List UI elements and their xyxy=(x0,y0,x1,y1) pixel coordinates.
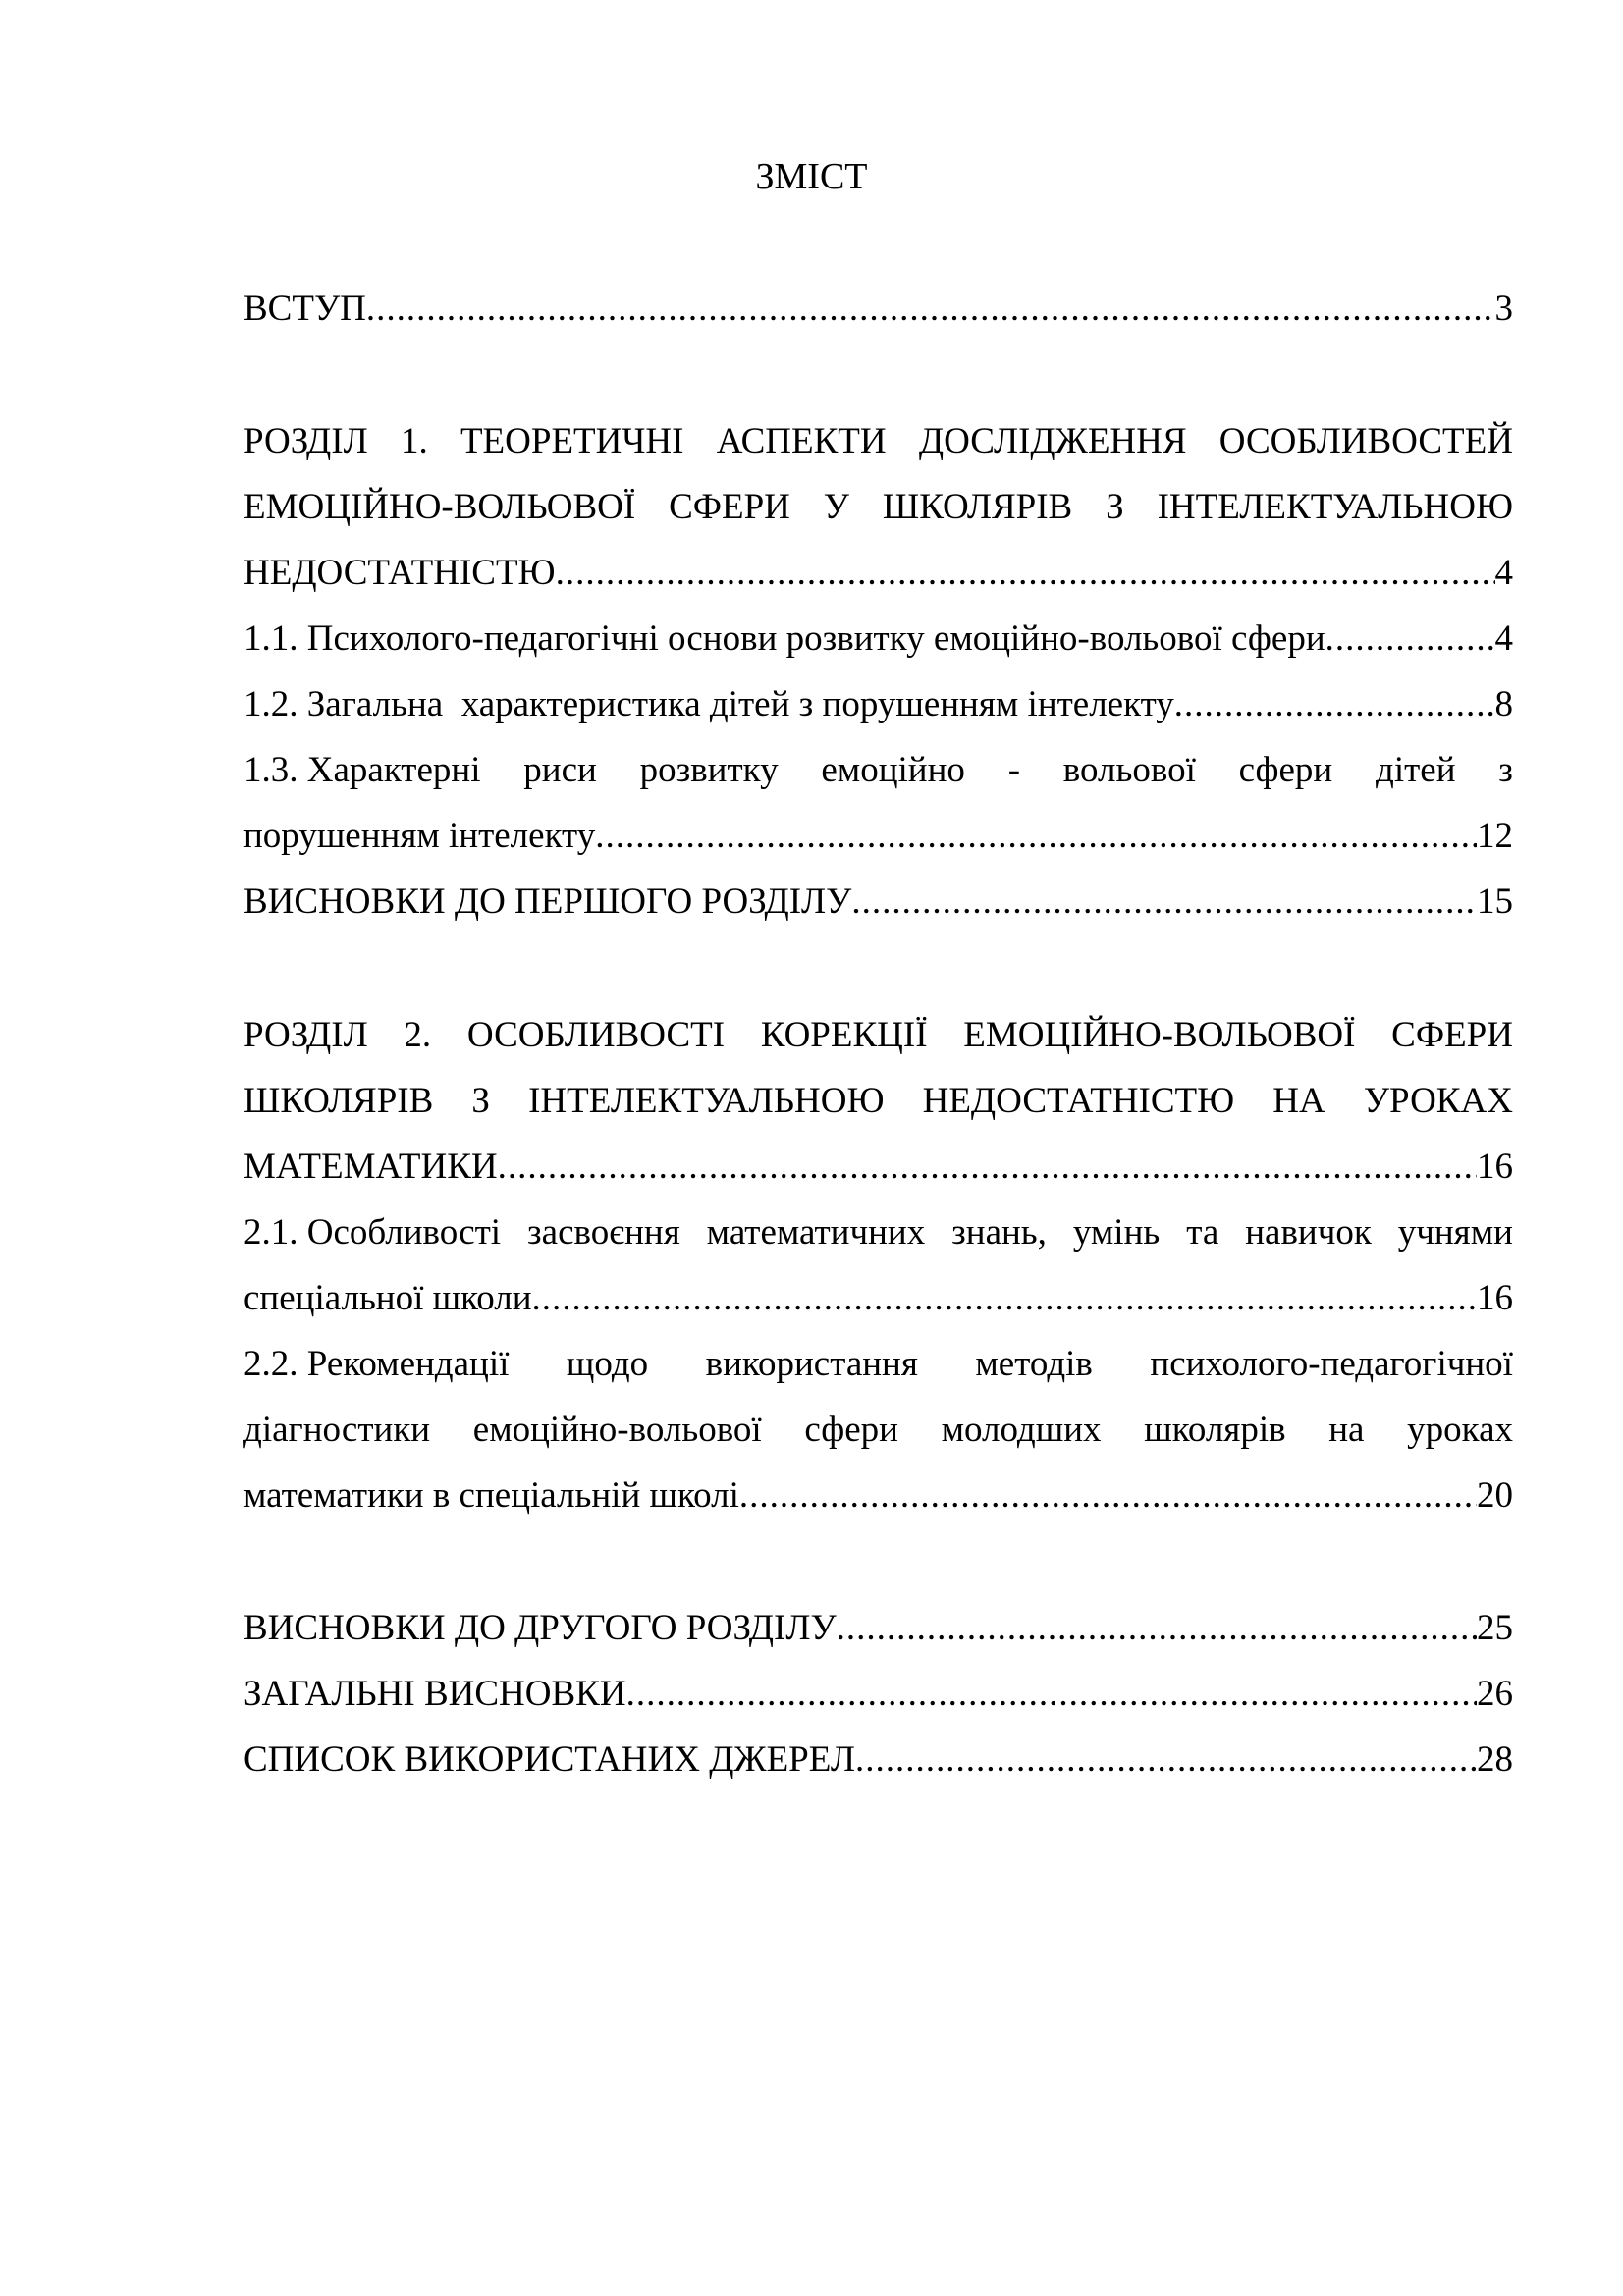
toc-entry-chapter-2-line-1[interactable] xyxy=(243,1011,1513,1060)
toc-entry-section-2-2-line-1[interactable] xyxy=(243,1340,1513,1389)
dot-leader xyxy=(1174,680,1495,729)
word: ЕМОЦІЙНО-ВОЛЬОВОЇ xyxy=(243,487,636,527)
word: ТЕОРЕТИЧНІ xyxy=(460,421,684,461)
page-title: ЗМІСТ xyxy=(755,156,868,197)
toc-entry-chapter-1-line-3[interactable] xyxy=(243,549,1513,598)
toc-page-number: 8 xyxy=(1494,684,1513,724)
word: 2.2. Рекомендації xyxy=(243,1344,510,1384)
toc-entry-text: НЕДОСТАТНІСТЮ xyxy=(243,553,556,593)
word: АСПЕКТИ xyxy=(716,421,887,461)
toc-entry-conclusions-chapter-1[interactable] xyxy=(243,878,1513,927)
toc-entry-text: ВИСНОВКИ ДО ПЕРШОГО РОЗДІЛУ xyxy=(243,881,852,922)
toc-entry-text: ВИСНОВКИ ДО ДРУГОГО РОЗДІЛУ xyxy=(243,1608,837,1648)
word: вольової xyxy=(1062,750,1196,790)
word: ШКОЛЯРІВ xyxy=(243,1081,434,1121)
word: риси xyxy=(523,750,597,790)
toc-entry-section-2-1-line-2[interactable] xyxy=(243,1274,1513,1323)
dot-leader xyxy=(498,1143,1477,1192)
toc-entry-general-conclusions[interactable] xyxy=(243,1670,1513,1719)
toc-page-number: 26 xyxy=(1477,1674,1513,1714)
word: 1.3. Характерні xyxy=(243,750,481,790)
toc-entry-intro[interactable] xyxy=(243,285,1513,334)
dot-leader xyxy=(366,285,1495,334)
dot-leader xyxy=(532,1274,1477,1323)
toc-entry-section-2-1-line-1[interactable] xyxy=(243,1208,1513,1257)
word: НЕДОСТАТНІСТЮ xyxy=(922,1081,1235,1121)
word: розвитку xyxy=(639,750,779,790)
word: 2.1. Особливості xyxy=(243,1212,502,1253)
word: умінь xyxy=(1072,1212,1161,1253)
toc-entry-text: СПИСОК ВИКОРИСТАНИХ ДЖЕРЕЛ xyxy=(243,1739,855,1780)
toc-entry-text: 1.1. Психолого-педагогічні основи розвитку емоційно-вольової сфери xyxy=(243,618,1325,659)
toc-entry-text: порушенням інтелекту xyxy=(243,816,596,856)
word: ДОСЛІДЖЕННЯ xyxy=(918,421,1187,461)
toc-page-number: 25 xyxy=(1477,1608,1513,1648)
dot-leader xyxy=(595,812,1477,861)
dot-leader xyxy=(556,549,1495,598)
toc-entry-chapter-1-line-1[interactable] xyxy=(243,417,1513,466)
word: СФЕРИ xyxy=(669,487,790,527)
word: уроках xyxy=(1407,1410,1513,1450)
toc-page-number: 4 xyxy=(1494,618,1513,659)
word: та xyxy=(1186,1212,1219,1253)
word: РОЗДІЛ xyxy=(243,421,368,461)
word: учнями xyxy=(1397,1212,1513,1253)
word: 1. xyxy=(400,421,428,461)
word: молодших xyxy=(941,1410,1102,1450)
word: ІНТЕЛЕКТУАЛЬНОЮ xyxy=(1157,487,1513,527)
toc-entry-text: ВСТУП xyxy=(243,289,366,329)
word: КОРЕКЦІЇ xyxy=(760,1015,928,1055)
word: ОСОБЛИВОСТІ xyxy=(466,1015,726,1055)
word: школярів xyxy=(1144,1410,1286,1450)
toc-entry-section-2-2-line-3[interactable] xyxy=(243,1471,1513,1521)
word: РОЗДІЛ xyxy=(243,1015,368,1055)
toc-entry-conclusions-chapter-2[interactable] xyxy=(243,1604,1513,1653)
toc-entry-chapter-2-line-2[interactable] xyxy=(243,1077,1513,1126)
word: 2. xyxy=(404,1015,432,1055)
toc-entry-section-1-3-line-2[interactable] xyxy=(243,812,1513,861)
toc-page-number: 4 xyxy=(1494,553,1513,593)
word: У xyxy=(823,487,849,527)
toc-entry-text: ЗАГАЛЬНІ ВИСНОВКИ xyxy=(243,1674,626,1714)
dot-leader xyxy=(626,1670,1477,1719)
dot-leader xyxy=(739,1471,1477,1521)
word: дітей xyxy=(1376,750,1456,790)
word: ЕМОЦІЙНО-ВОЛЬОВОЇ xyxy=(963,1015,1356,1055)
toc-entry-chapter-2-line-3[interactable] xyxy=(243,1143,1513,1192)
word: - xyxy=(1007,750,1021,790)
word: УРОКАХ xyxy=(1363,1081,1513,1121)
toc-entry-text: МАТЕМАТИКИ xyxy=(243,1147,498,1187)
word: на xyxy=(1328,1410,1365,1450)
word: ОСОБЛИВОСТЕЙ xyxy=(1218,421,1513,461)
word: щодо xyxy=(566,1344,649,1384)
toc-entry-text: математики в спеціальній школі xyxy=(243,1475,739,1516)
word: СФЕРИ xyxy=(1391,1015,1513,1055)
word: засвоєння xyxy=(527,1212,680,1253)
word: сфери xyxy=(804,1410,898,1450)
word: використання xyxy=(705,1344,918,1384)
toc-entry-section-1-2[interactable] xyxy=(243,680,1513,729)
toc-page-number: 20 xyxy=(1477,1475,1513,1516)
dot-leader xyxy=(1325,614,1495,664)
word: ІНТЕЛЕКТУАЛЬНОЮ xyxy=(528,1081,885,1121)
toc-page-number: 12 xyxy=(1477,816,1513,856)
toc-entry-section-2-2-line-2[interactable] xyxy=(243,1406,1513,1455)
toc-entry-section-1-3-line-1[interactable] xyxy=(243,746,1513,795)
word: діагностики xyxy=(243,1410,431,1450)
word: з xyxy=(1498,750,1513,790)
word: математичних xyxy=(706,1212,926,1253)
word: знань, xyxy=(951,1212,1047,1253)
dot-leader xyxy=(851,878,1477,927)
toc-page-number: 16 xyxy=(1477,1147,1513,1187)
toc-page-number: 16 xyxy=(1477,1278,1513,1318)
toc-page-number: 28 xyxy=(1477,1739,1513,1780)
word: З xyxy=(1106,487,1124,527)
word: НА xyxy=(1272,1081,1325,1121)
toc-page-number: 3 xyxy=(1494,289,1513,329)
word: ШКОЛЯРІВ xyxy=(882,487,1073,527)
word: навичок xyxy=(1245,1212,1372,1253)
word: психолого-педагогічної xyxy=(1150,1344,1513,1384)
toc-entry-section-1-1[interactable] xyxy=(243,614,1513,664)
toc-entry-text: 1.2. Загальна характеристика дітей з порушенням інтелекту xyxy=(243,684,1174,724)
word: методів xyxy=(975,1344,1093,1384)
word: сфери xyxy=(1238,750,1333,790)
toc-page-number: 15 xyxy=(1477,881,1513,922)
word: емоційно-вольової xyxy=(472,1410,762,1450)
dot-leader xyxy=(837,1604,1477,1653)
word: емоційно xyxy=(821,750,965,790)
toc-entry-chapter-1-line-2[interactable] xyxy=(243,483,1513,532)
toc-entry-text: спеціальної школи xyxy=(243,1278,532,1318)
word: З xyxy=(471,1081,490,1121)
toc-entry-references[interactable] xyxy=(243,1735,1513,1785)
dot-leader xyxy=(855,1735,1477,1785)
